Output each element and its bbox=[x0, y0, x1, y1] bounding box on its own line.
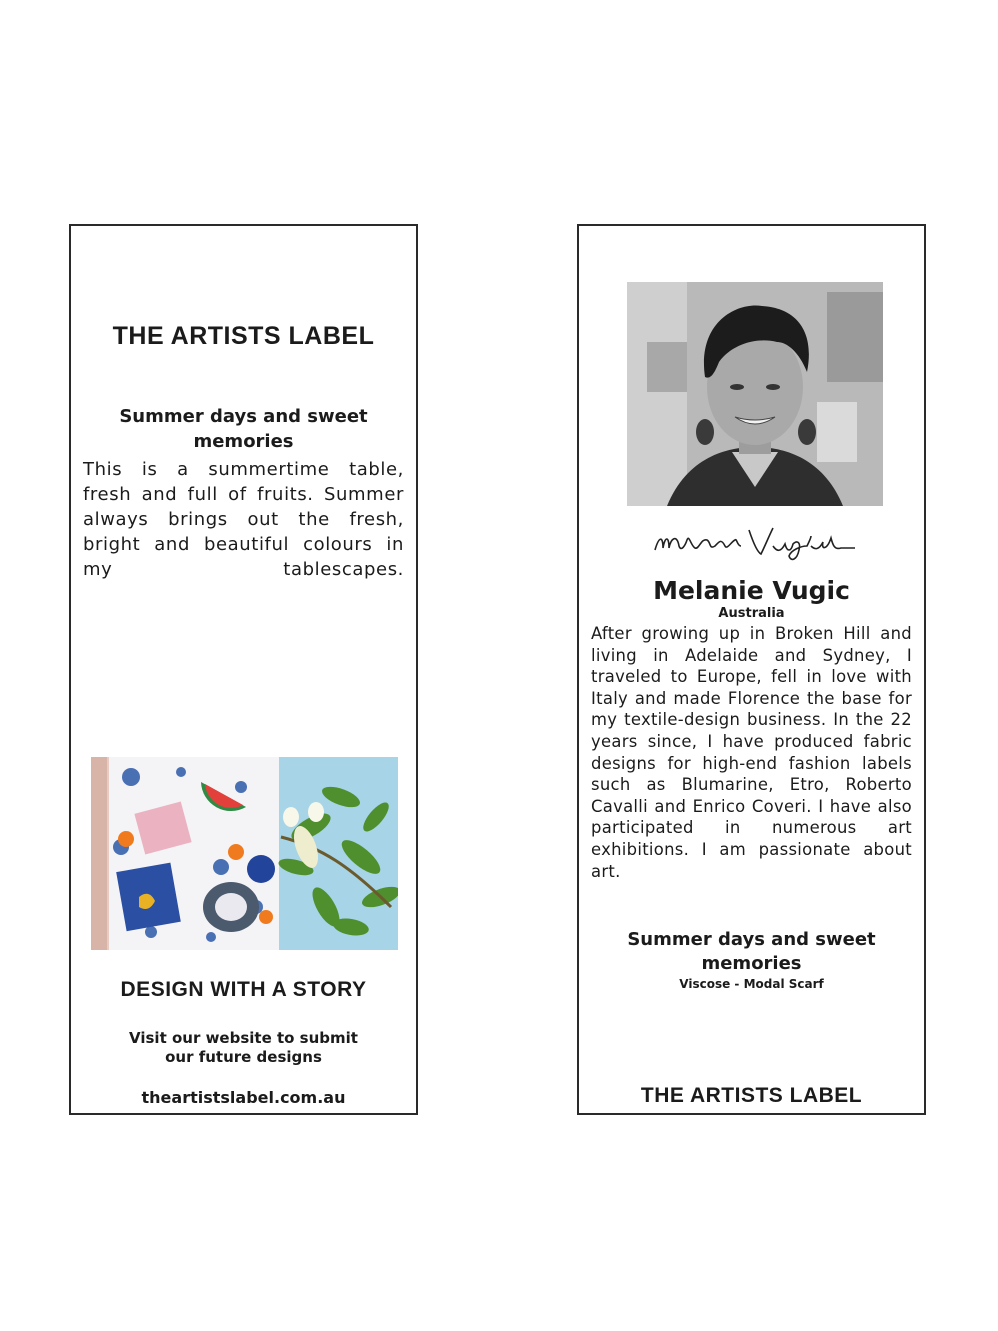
design-description: This is a summertime table, fresh and full of fruits. Summer always brings out the fresh, bright and beautiful colours in my tablescapes. bbox=[83, 459, 404, 580]
tagline: DESIGN WITH A STORY bbox=[120, 978, 367, 1001]
artwork-image bbox=[91, 757, 398, 950]
artist-signature bbox=[651, 516, 871, 566]
design-title: Summer days and sweet memories bbox=[119, 406, 368, 452]
artist-card bbox=[577, 224, 926, 1115]
artist-bio: After growing up in Broken Hill and living in Adelaide and Sydney, I traveled to Europe, fell in love with Italy and made Florence the base for my textile-design business. In the 22 years since, I have produced fabric designs for high-end fashion labels such as Blumarine, Etro, Roberto Cavalli and Enrico Coveri. I have also participated in numerous art exhibitions. I am passionate about art. bbox=[591, 624, 912, 881]
website-link[interactable]: theartistslabel.com.au bbox=[141, 1088, 346, 1107]
artwork-card bbox=[69, 224, 418, 1115]
submission-note bbox=[71, 1029, 416, 1067]
submission-note-line-1: Visit our website to submit bbox=[129, 1029, 358, 1047]
design-title: Summer days and sweet memories bbox=[627, 929, 876, 974]
artist-country: Australia bbox=[718, 606, 785, 621]
artist-photo bbox=[627, 282, 883, 506]
artist-name: Melanie Vugic bbox=[653, 576, 850, 605]
brand-title: THE ARTISTS LABEL bbox=[112, 322, 375, 350]
submission-note-line-2: our future designs bbox=[165, 1048, 322, 1066]
brand-title: THE ARTISTS LABEL bbox=[640, 1084, 863, 1107]
fabric-type: Viscose - Modal Scarf bbox=[679, 977, 824, 991]
